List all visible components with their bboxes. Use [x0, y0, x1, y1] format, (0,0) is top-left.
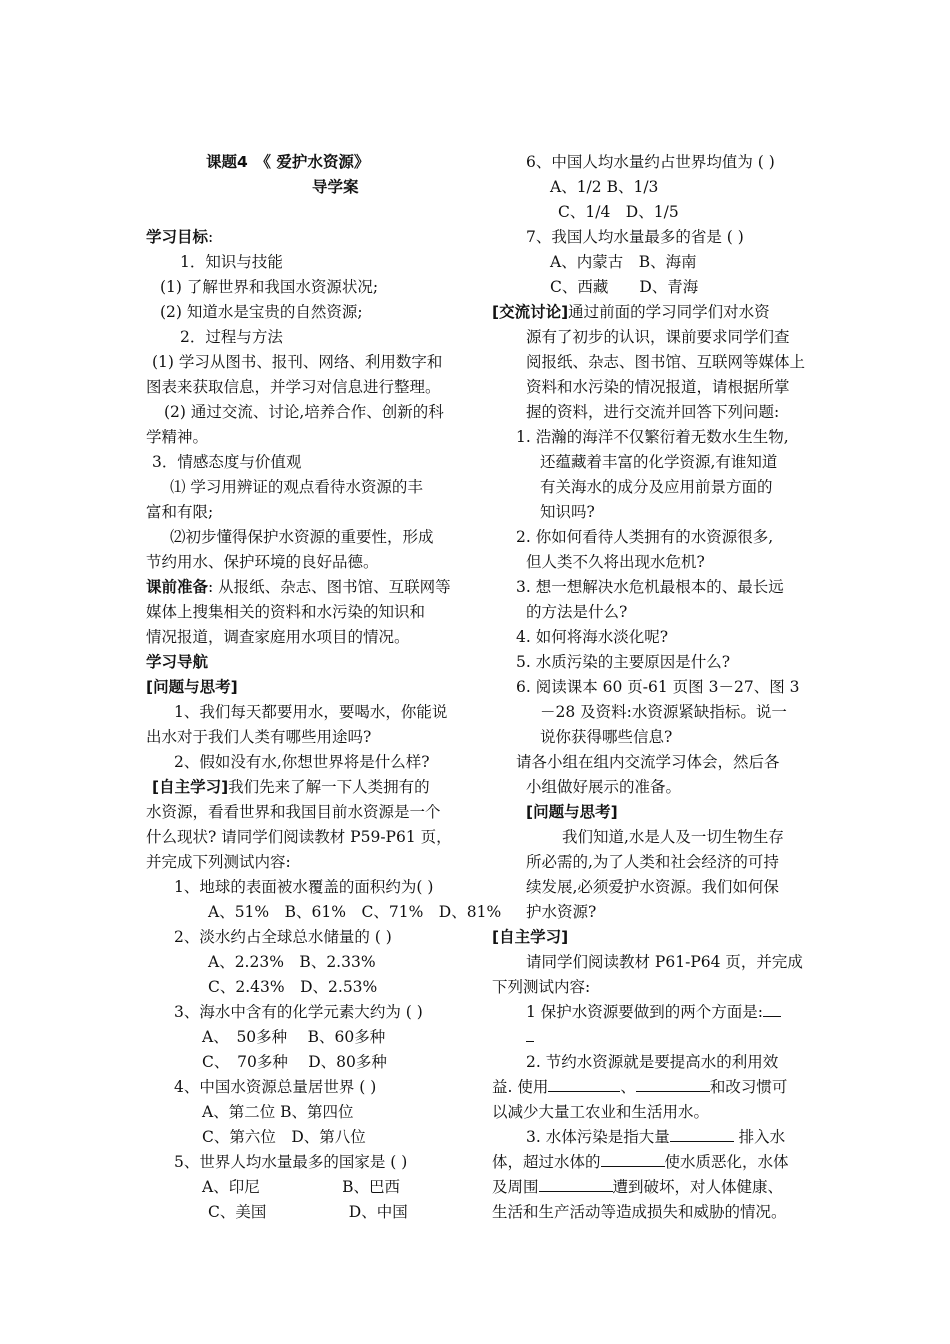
test-7-options-1: A、内蒙古 B、海南: [550, 253, 697, 271]
group-instruction-a: 请各小组在组内交流学习体会，然后各: [516, 753, 780, 771]
spacer: [146, 200, 464, 225]
test-5-options-2: C、美国 D、中国: [208, 1203, 408, 1221]
question-heading: [问题与思考]: [146, 678, 238, 696]
discussion-q3b: 的方法是什么?: [526, 603, 628, 621]
test-5-options-1: A、印尼 B、巴西: [202, 1178, 401, 1196]
fill-3a-text-2: 排入水: [733, 1128, 786, 1146]
discussion-q6a: 6. 阅读课本 60 页-61 页图 3－27、图 3: [516, 678, 800, 696]
goal-3-1b: 富和有限;: [146, 503, 214, 521]
self-study-line-3: 什么现状? 请同学们阅读教材 P59-P61 页，: [146, 828, 452, 846]
question-2-line-d: 护水资源?: [526, 903, 597, 921]
fill-2b-text-1: 益. 使用: [492, 1078, 549, 1096]
discussion-q1d: 知识吗?: [540, 503, 595, 521]
fill-1-blank-cont[interactable]: [526, 1025, 534, 1042]
test-7-options-2: C、西藏 D、青海: [550, 278, 699, 296]
goal-1-1: (1) 了解世界和我国水资源状况;: [160, 278, 379, 296]
goal-2-2b: 学精神。: [146, 428, 209, 446]
right-column: [492, 150, 818, 1225]
goal-1-2: (2) 知道水是宝贵的自然资源;: [160, 303, 363, 321]
discussion-q6c: 说你获得哪些信息?: [540, 728, 673, 746]
discussion-line-5: 握的资料，进行交流并回答下列问题:: [526, 403, 780, 421]
question-1b: 出水对于我们人类有哪些用途吗?: [146, 728, 372, 746]
self-study-line-1: [146, 775, 464, 800]
fill-1-text: 1 保护水资源要做到的两个方面是:: [526, 1003, 764, 1021]
fill-3a-text-1: 3. 水体污染是指大量: [526, 1128, 670, 1146]
goals-heading: 学习目标: [146, 228, 209, 246]
discussion-heading: [交流讨论]: [492, 303, 569, 321]
nav-heading: 学习导航: [146, 653, 209, 671]
fill-2a: 2. 节约水资源就是要提高水的利用效: [526, 1053, 779, 1071]
fill-3b: [492, 1150, 818, 1175]
document-title: 课题4 《 爱护水资源》: [206, 153, 370, 171]
test-1: 1、地球的表面被水覆盖的面积约为( ): [174, 878, 434, 896]
fill-1-continuation: [492, 1025, 818, 1050]
group-instruction-b: 小组做好展示的准备。: [526, 778, 682, 796]
test-5: 5、世界人均水量最多的国家是 ( ): [174, 1153, 408, 1171]
left-column: [146, 150, 502, 1225]
fill-2-blank-1[interactable]: [548, 1075, 620, 1092]
goals-colon: :: [208, 228, 214, 246]
discussion-q2b: 但人类不久将出现水危机?: [526, 553, 705, 571]
discussion-q6b: －28 及资料:水资源紧缺指标。说一: [540, 703, 787, 721]
test-3-options-2: C、 70多种 D、80多种: [202, 1053, 387, 1071]
goal-2-1a: (1) 学习从图书、报刊、网络、利用数字和: [152, 353, 443, 371]
prep-text-a: : 从报纸、杂志、图书馆、互联网等: [208, 578, 451, 596]
fill-3-blank-2[interactable]: [601, 1150, 665, 1167]
test-4-options-1: A、第二位 B、第四位: [202, 1103, 354, 1121]
fill-3b-text-2: 使水质恶化，水体: [664, 1153, 789, 1171]
test-3-options-1: A、 50多种 B、60多种: [202, 1028, 386, 1046]
discussion-line-1: [492, 300, 818, 325]
fill-3c-text-2: 遭到破坏，对人体健康、: [612, 1178, 784, 1196]
discussion-q2a: 2. 你如何看待人类拥有的水资源很多,: [516, 528, 774, 546]
goal-3-2b: 节约用水、保护环境的良好品德。: [146, 553, 379, 571]
fill-3-blank-3[interactable]: [539, 1175, 613, 1192]
document-subtitle: 导学案: [312, 178, 359, 196]
prep-line-1: [146, 575, 464, 600]
discussion-q3a: 3. 想一想解决水危机最根本的、最长远: [516, 578, 784, 596]
question-2-line-b: 所必需的,为了人类和社会经济的可持: [526, 853, 779, 871]
discussion-q1a: 1. 浩瀚的海洋不仅繁衍着无数水生生物,: [516, 428, 789, 446]
discussion-line-2: 源有了初步的认识，课前要求同学们查: [526, 328, 790, 346]
fill-3a: [492, 1125, 818, 1150]
goal-2-2a: (2) 通过交流、讨论,培养合作、创新的科: [164, 403, 444, 421]
test-2-options-1: A、2.23% B、2.33%: [208, 953, 376, 971]
discussion-q1c: 有关海水的成分及应用前景方面的: [540, 478, 773, 496]
prep-line-2: 媒体上搜集相关的资料和水污染的知识和: [146, 603, 426, 621]
fill-2b: [492, 1075, 818, 1100]
fill-3c-text-1: 及周围: [492, 1178, 539, 1196]
fill-2b-text-2: 、: [620, 1078, 636, 1096]
goals-heading-line: [146, 225, 464, 250]
self-study-heading: [自主学习]: [152, 778, 229, 796]
question-heading-2: [问题与思考]: [526, 803, 618, 821]
self-study-line-4: 并完成下列测试内容:: [146, 853, 291, 871]
test-6: 6、中国人均水量约占世界均值为 ( ): [526, 153, 775, 171]
goal-3-2a: ⑵初步懂得保护水资源的重要性，形成: [170, 528, 434, 546]
goal-3-1a: ⑴ 学习用辨证的观点看待水资源的丰: [170, 478, 423, 496]
fill-2b-text-3: 和改习惯可: [709, 1078, 788, 1096]
fill-3-blank-1[interactable]: [670, 1125, 734, 1142]
discussion-q5: 5. 水质污染的主要原因是什么?: [516, 653, 731, 671]
fill-3c: [492, 1175, 818, 1200]
self-study-2-line-b: 下列测试内容:: [492, 978, 591, 996]
fill-3b-text-1: 体，超过水体的: [492, 1153, 601, 1171]
test-4-options-2: C、第六位 D、第八位: [202, 1128, 366, 1146]
question-1a: 1、我们每天都要用水，要喝水，你能说: [174, 703, 448, 721]
self-study-2-line-a: 请同学们阅读教材 P61-P64 页，并完成: [526, 953, 803, 971]
self-study-heading-2: [自主学习]: [492, 928, 569, 946]
fill-1-blank[interactable]: [763, 1000, 781, 1017]
goal-1: 1．知识与技能: [180, 253, 283, 271]
discussion-q1b: 还蕴藏着丰富的化学资源,有谁知道: [540, 453, 778, 471]
self-study-text-a: 我们先来了解一下人类拥有的: [228, 778, 430, 796]
fill-2c: 以减少大量工农业和生活用水。: [492, 1103, 710, 1121]
fill-2-blank-2[interactable]: [636, 1075, 710, 1092]
self-study-line-2: 水资源，看看世界和我国目前水资源是一个: [146, 803, 441, 821]
goal-3: 3．情感态度与价值观: [152, 453, 302, 471]
discussion-q4: 4. 如何将海水淡化呢?: [516, 628, 669, 646]
discussion-line-3: 阅报纸、杂志、图书馆、互联网等媒体上: [526, 353, 806, 371]
discussion-line-4: 资料和水污染的情况报道，请根据所掌: [526, 378, 790, 396]
prep-heading: 课前准备: [146, 578, 209, 596]
question-2-line-a: 我们知道,水是人及一切生物生存: [562, 828, 784, 846]
test-1-options: A、51% B、61% C、71% D、81%: [208, 903, 502, 921]
test-2-options-2: C、2.43% D、2.53%: [208, 978, 378, 996]
discussion-text-a: 通过前面的学习同学们对水资: [568, 303, 770, 321]
test-6-options-1: A、1/2 B、1/3: [550, 178, 659, 196]
fill-1: [492, 1000, 818, 1025]
goal-2-1b: 图表来获取信息，并学习对信息进行整理。: [146, 378, 441, 396]
test-7: 7、我国人均水量最多的省是 ( ): [526, 228, 744, 246]
test-4: 4、中国水资源总量居世界 ( ): [174, 1078, 377, 1096]
question-2-line-c: 续发展,必须爱护水资源。我们如何保: [526, 878, 779, 896]
test-3: 3、海水中含有的化学元素大约为 ( ): [174, 1003, 423, 1021]
question-2: 2、假如没有水,你想世界将是什么样?: [174, 753, 430, 771]
goal-2: 2．过程与方法: [180, 328, 283, 346]
fill-3d: 生活和生产活动等造成损失和威胁的情况。: [492, 1203, 787, 1221]
test-2: 2、淡水约占全球总水储量的 ( ): [174, 928, 392, 946]
test-6-options-2: C、1/4 D、1/5: [558, 203, 679, 221]
prep-line-3: 情况报道，调查家庭用水项目的情况。: [146, 628, 410, 646]
